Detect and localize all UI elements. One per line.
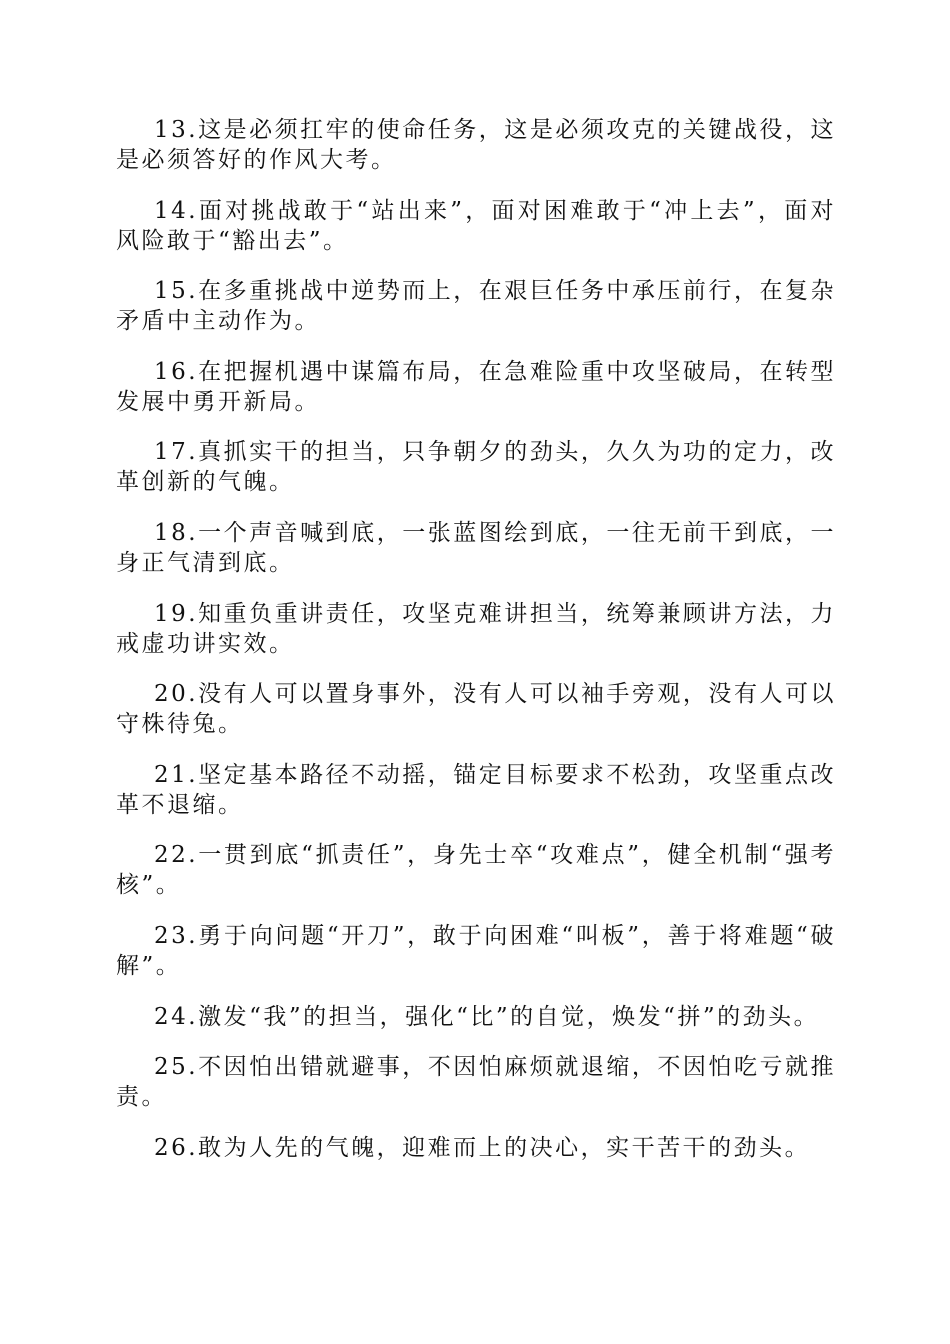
list-item-25: 25.不因怕出错就避事，不因怕麻烦就退缩，不因怕吃亏就推责。: [116, 1054, 836, 1111]
list-item-21: 21.坚定基本路径不动摇，锚定目标要求不松劲，攻坚重点改革不退缩。: [116, 761, 836, 818]
list-item-13: 13.这是必须扛牢的使命任务，这是必须攻克的关键战役，这是必须答好的作风大考。: [116, 117, 836, 173]
list-item-17: 17.真抓实干的担当，只争朝夕的劲头，久久为功的定力，改革创新的气魄。: [116, 439, 836, 496]
document-body: [116, 115, 836, 1183]
list-item-24: 24.激发“我”的担当，强化“比”的自觉，焕发“拼”的劲头。: [154, 1003, 820, 1030]
list-item-20: 20.没有人可以置身事外，没有人可以袖手旁观，没有人可以守株待兔。: [116, 681, 836, 738]
list-item-14: 14.面对挑战敢于“站出来”，面对困难敢于“冲上去”，面对风险敢于“豁出去”。: [116, 197, 836, 254]
list-item-23: 23.勇于向问题“开刀”，敢于向困难“叫板”，善于将难题“破解”。: [116, 922, 836, 979]
list-item-18: 18.一个声音喊到底，一张蓝图绘到底，一往无前干到底，一身正气清到底。: [116, 519, 836, 576]
list-item-26: 26.敢为人先的气魄，迎难而上的决心，实干苦干的劲头。: [154, 1134, 811, 1161]
list-item-22: 22.一贯到底“抓责任”，身先士卒“攻难点”，健全机制“强考核”。: [116, 842, 836, 899]
list-item-19: 19.知重负重讲责任，攻坚克难讲担当，统筹兼顾讲方法，力戒虚功讲实效。: [116, 600, 836, 657]
list-item-15: 15.在多重挑战中逆势而上，在艰巨任务中承压前行，在复杂矛盾中主动作为。: [116, 278, 836, 335]
list-item-16: 16.在把握机遇中谋篇布局，在急难险重中攻坚破局，在转型发展中勇开新局。: [116, 358, 836, 415]
